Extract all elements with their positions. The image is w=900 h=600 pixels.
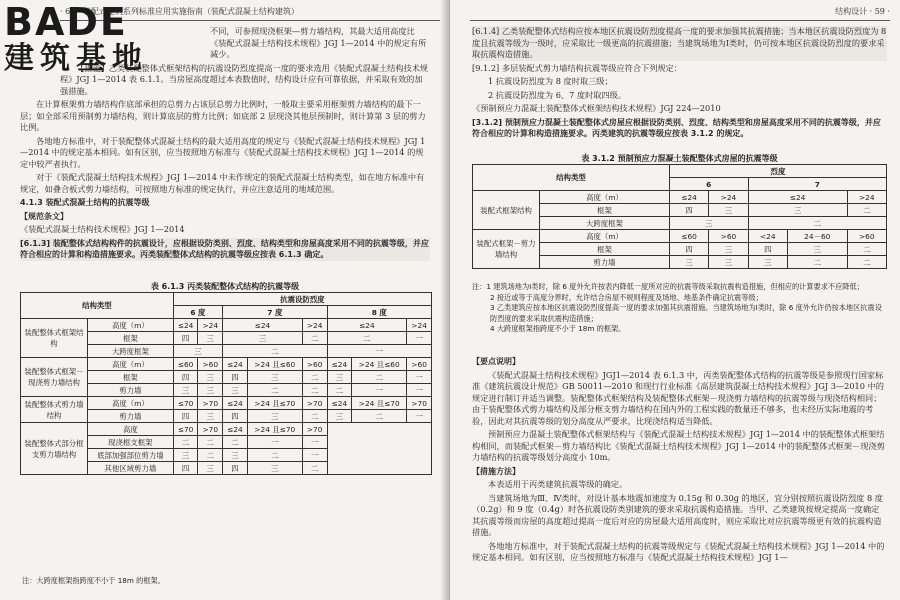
spec-source-2: 《预制预应力混凝土装配整体式框架结构技术规程》JGJ 224—2010: [472, 103, 721, 113]
cell: <24: [748, 230, 787, 243]
row-label: 剪力墙: [88, 384, 174, 397]
row-label: 底部加强部位剪力墙: [88, 449, 174, 462]
row-group: 装配整体式框架结构: [21, 319, 88, 358]
cell: 四: [223, 371, 248, 384]
clause-9-1-2: [9.1.2] 多层装配式剪力墙结构抗震等级应符合下列规定：: [472, 62, 682, 73]
cell: >24 且≤70: [352, 397, 407, 410]
measure-paragraph-1: 本表适用于丙类建筑抗震等级的确定。: [488, 479, 628, 489]
row-label: 高度（m）: [88, 358, 174, 371]
cell: 二: [247, 384, 302, 397]
cell: >24: [709, 191, 748, 204]
cell: 二: [302, 462, 327, 475]
table-head-structure: 结构类型: [21, 293, 174, 319]
right-body-bottom: [472, 356, 887, 566]
cell: 二: [198, 436, 223, 449]
right-page: [450, 0, 900, 600]
cell: 一: [302, 449, 327, 462]
cell: 三: [748, 256, 787, 269]
clause-3-1-2: [3.1.2] 预制预应力混凝土装配整体式房屋应根据设防类别、烈度、结构类型和房屋高度采用不同的抗震等级，并应符合相应的计算和构造措施要求。丙类建筑的抗震等级应按表 3.1.2 的规定。: [472, 117, 881, 138]
cell: 三: [247, 410, 302, 423]
table-row: [21, 397, 432, 410]
cell: >60: [302, 358, 327, 371]
cell: 三: [223, 332, 303, 345]
cell: ≤24: [223, 358, 248, 371]
cell: >24: [847, 191, 886, 204]
cell: 三: [173, 384, 198, 397]
cell: 四: [173, 410, 198, 423]
right-header-text: 结构设计 · 59 ·: [835, 7, 890, 16]
cell: 四: [223, 462, 248, 475]
cell: ≤70: [173, 397, 198, 410]
cell: 二: [847, 256, 886, 269]
spec-title: 【规范条文】: [20, 211, 68, 221]
cell: 三: [223, 384, 248, 397]
cell: ≤24: [748, 191, 847, 204]
table-row: [473, 230, 887, 243]
cell: >60: [847, 230, 886, 243]
cell: ≤24: [327, 319, 407, 332]
cell: 三: [327, 410, 352, 423]
cell: ≤24: [223, 423, 248, 436]
table-head-structure: 结构类型: [473, 165, 670, 191]
cell: 二: [787, 256, 847, 269]
right-seismic-table: [472, 164, 887, 269]
table-head-7: 7: [748, 178, 886, 191]
cell: 三: [327, 371, 352, 384]
row-group: 装配式框架结构: [473, 191, 540, 230]
cell: >24 且≤60: [352, 358, 407, 371]
table-row: [473, 191, 887, 204]
cell: 二: [302, 332, 327, 345]
explain-title: 【要点说明】: [472, 357, 520, 366]
empty-cell: [327, 423, 431, 475]
row-group: 装配整体式剪力墙结构: [21, 397, 88, 423]
row-label: 其他区域剪力墙: [88, 462, 174, 475]
explain-paragraph-1: 《装配式混凝土结构技术规程》JGJ1—2014 表 6.1.3 中，丙类装配整体式结构的抗震等级是参照现行国家标准《建筑抗震设计规范》GB 50011—2010 和现行行业标准《高层建筑混凝土结构技术规程》JGJ 3—2010 中的规定进行制订并适当调整。装配整体式框架结构及装配整体式框架－现浇剪力墙结构的抗震等级与现浇结构相同；由于装配整体式剪力墙结构及部分框支剪力墙结构在国内外的工程实践的数量还不够多，也未经历实际地震的考验，因此对其抗震等级的划分高度从严要求，比现浇结构适当降低。: [472, 369, 884, 426]
clause-item-2: 2 抗震设防烈度为 6、7 度时取四级。: [488, 89, 627, 100]
cell: ≤60: [173, 358, 198, 371]
cell: >70: [407, 397, 432, 410]
left-seismic-table: [20, 292, 432, 475]
cell: 一: [407, 384, 432, 397]
cell: 三: [223, 449, 248, 462]
cell: 三: [709, 256, 748, 269]
row-label: 现浇框支框架: [88, 436, 174, 449]
note-1: 注：1 建筑场地为Ⅰ类时，除 6 度外允许按表内降低一度所对应的抗震等级采取抗震构造措施，但相应的计算要求不应降低；: [472, 282, 864, 291]
cell: 三: [173, 345, 222, 358]
cell: ≤24: [327, 397, 352, 410]
right-body-top: [472, 26, 887, 142]
cell: ≤24: [669, 191, 708, 204]
cell: 一: [247, 436, 302, 449]
cell: 三: [198, 384, 223, 397]
clause-item-1: 1 抗震设防烈度为 8 度时取三级；: [488, 76, 613, 86]
intro-paragraph-3: 在计算框架剪力墙结构作底部承担的总剪力占该层总剪力比例时，一般取主要采用框架剪力墙结构的最下一层；如全部采用预制剪力墙结构，则计算底层的剪力比例；如底部 2 层现浇其他层预制时，则计算第 3 层的剪力比例。: [20, 99, 426, 132]
table-head-7: 7 度: [223, 306, 327, 319]
clause-6-1-4: [6.1.4] 乙类装配整体式结构应按本地区抗震设防烈度提高一度的要求加强其抗震措施；当本地区抗震设防烈度为 8 度且抗震等级为一级时，应采取比一级更高的抗震措施；当建筑场地为Ⅰ类时，仍可按本地区抗震设防烈度的要求采取抗震构造措施。: [472, 26, 887, 59]
row-label: 剪力墙: [540, 256, 670, 269]
table-head-intensity: 烈度: [669, 165, 886, 178]
intro-paragraph-2: 【措施】乙类装配整体式框架结构的抗震设防烈度提高一度的要求选用《装配式混凝土结构技术规程》JGJ 1—2014 表 6.1.1。当房屋高度超过本表数值时，结构设计应有可靠依据，并采取有效的加强措施。: [60, 62, 429, 96]
cell: 一: [407, 371, 432, 384]
row-label: 高度（m）: [540, 191, 670, 204]
cell: 二: [173, 436, 198, 449]
table-row: [21, 319, 432, 332]
row-label: 框架: [88, 332, 174, 345]
table-head-6: 6 度: [173, 306, 222, 319]
row-group: 装配整体式框架－现浇剪力墙结构: [21, 358, 88, 397]
cell: 三: [198, 410, 223, 423]
cell: 三: [669, 256, 708, 269]
cell: 二: [223, 436, 248, 449]
cell: 三: [198, 332, 223, 345]
logo-cn: 建筑基地: [4, 41, 148, 76]
right-page-header: [470, 6, 890, 17]
cell: 三: [787, 243, 847, 256]
cell: 四: [173, 462, 198, 475]
cell: 三: [247, 462, 302, 475]
note-3: 3 乙类建筑应按本地区抗震设防烈度提高一度的要求加强其抗震措施。当建筑场地为Ⅰ类时，除 6 度外允许仍按本地区抗震设防烈度的要求采取抗震构造措施；: [490, 303, 882, 323]
cell: 二: [223, 345, 327, 358]
cell: 三: [173, 449, 198, 462]
spec-source: 《装配式混凝土结构技术规程》JGJ 1—2014: [20, 224, 185, 234]
cell: 四: [748, 243, 787, 256]
cell: >70: [302, 397, 327, 410]
cell: 一: [302, 436, 327, 449]
cell: 三: [709, 204, 748, 217]
left-body-text: [20, 26, 430, 263]
row-label: 大跨度框架: [540, 217, 670, 230]
cell: >24 且≤70: [247, 397, 302, 410]
cell: >60: [709, 230, 748, 243]
cell: 二: [352, 410, 407, 423]
cell: ≤24: [223, 397, 248, 410]
cell: 二: [352, 371, 407, 384]
cell: ≤24: [173, 319, 198, 332]
row-label: 剪力墙: [88, 410, 174, 423]
cell: ≤60: [669, 230, 708, 243]
cell: 二: [327, 384, 352, 397]
table-head-8: 8 度: [327, 306, 431, 319]
explain-paragraph-2: 预制预应力混凝土装配整体式框架结构与《装配式混凝土结构技术规程》JGJ 1—2014 中的装配整体式框架结构相同，而装配式框架－剪力墙结构比《装配式混凝土结构技术规程》JGJ 1—2014 中的装配整体式框架－现浇剪力墙结构的抗震等级划分高度小 10m。: [472, 429, 885, 462]
row-label: 大跨度框架: [88, 345, 174, 358]
row-label: 框架: [540, 204, 670, 217]
table-head-intensity: 抗震设防烈度: [173, 293, 431, 306]
row-label: 高度（m）: [88, 319, 174, 332]
cell: 二: [748, 217, 886, 230]
cell: ≤70: [173, 423, 198, 436]
table-row: [21, 423, 432, 436]
cell: 二: [302, 410, 327, 423]
left-table-caption: 表 6.1.3 丙类装配整体式结构的抗震等级: [150, 282, 300, 291]
cell: >24: [198, 319, 223, 332]
cell: >24 且≤60: [247, 358, 302, 371]
cell: 二: [198, 449, 223, 462]
section-title: 4.1.3 装配式混凝土结构的抗震等级: [20, 198, 150, 207]
cell: >24: [302, 319, 327, 332]
cell: 一: [352, 384, 407, 397]
cell: >70: [302, 423, 327, 436]
cell: 二: [327, 332, 407, 345]
cell: >24 且≤70: [247, 423, 302, 436]
intro-paragraph-1: 不同，可参照现浇框架—剪力墙结构，其最大适用高度比《装配式混凝土结构技术规程》JGJ 1—2014 中的规定有所减少。: [210, 26, 427, 59]
row-label: 框架: [540, 243, 670, 256]
cell: >70: [198, 397, 223, 410]
measure-paragraph-3: 各地地方标准中，对于装配式混凝土结构的抗震等级规定与《装配式混凝土结构技术规程》JGJ 1—2014 中的规定基本相同。如有区别，应当按照地方标准与《装配式混凝土结构技术规程》JGJ 1—: [472, 540, 885, 562]
left-table-note: 注：大跨度框架指跨度不小于 18m 的框架。: [22, 576, 165, 585]
row-label: 高度（m）: [540, 230, 670, 243]
intro-paragraph-5: 对于《装配式混凝土结构技术规程》JGJ 1—2014 中未作规定的装配式混凝土结构类型，如在地方标准中有规定，如叠合板式剪力墙结构，可按照地方标准的规定执行，并应注意适用的地域范围。: [20, 172, 425, 194]
measure-paragraph-2: 当建筑场地为Ⅲ、Ⅳ类时，对设计基本地震加速度为 0.15g 和 0.30g 的地区，宜分别按照抗震设防烈度 8 度（0.2g）和 9 度（0.4g）时各抗震设防类别建筑的要求采取抗震构造措施。当甲、乙类建筑按规定提高一度确定其抗震等级而房屋的高度超过提高一度后对应的房屋最大适用高度时，则应采取比对应抗震等级更有效的抗震构造措施。: [472, 492, 883, 537]
logo-en: BADE: [4, 0, 128, 44]
header-rule: [470, 20, 890, 21]
row-group: 装配式框架－剪力墙结构: [473, 230, 540, 269]
right-table-caption: 表 3.1.2 预制预应力混凝土装配整体式房屋的抗震等级: [581, 154, 778, 163]
cell: 二: [847, 243, 886, 256]
cell: 三: [198, 462, 223, 475]
measure-title: 【措施方法】: [472, 466, 520, 476]
row-label: 高度（m）: [88, 397, 174, 410]
spec-text: [6.1.3] 装配整体式结构构件的抗震设计，应根据设防类别、烈度、结构类型和房屋高度采用不同的抗震等级，并应符合相应的计算和构造措施要求。丙类装配整体式结构的抗震等级应按表 6.1.3 确定。: [20, 238, 429, 259]
cell: 二: [247, 449, 302, 462]
cell: ≤24: [223, 319, 303, 332]
cell: >60: [198, 358, 223, 371]
note-2: 2 接近或等于高度分界时，允许结合房屋不规则程度及场地、地基条件确定抗震等级；: [490, 292, 763, 302]
row-label: 高度: [88, 423, 174, 436]
cell: 24－60: [787, 230, 847, 243]
cell: 二: [302, 371, 327, 384]
cell: 三: [709, 243, 748, 256]
table-head-6: 6: [669, 178, 748, 191]
cell: 四: [173, 332, 198, 345]
intro-paragraph-4: 各地地方标准中，对于装配整体式混凝土结构的最大适用高度的规定与《装配式混凝土结构技术规程》JGJ 1—2014 中的规定基本相同。如有区别，应当按照地方标准与《装配式混凝土结构技术规程》JGJ 1—2014 的规定中较严者执行。: [20, 135, 426, 169]
cell: 三: [247, 371, 302, 384]
cell: 三: [198, 371, 223, 384]
cell: 二: [847, 204, 886, 217]
cell: 四: [669, 243, 708, 256]
cell: >60: [407, 358, 432, 371]
cell: 一: [407, 332, 432, 345]
cell: 一: [327, 345, 431, 358]
row-group: 装配整体式部分框支剪力墙结构: [21, 423, 88, 475]
cell: 四: [669, 204, 708, 217]
cell: 三: [669, 217, 748, 230]
cell: >24: [407, 319, 432, 332]
right-table-notes: [472, 282, 887, 335]
cell: 一: [407, 410, 432, 423]
note-4: 4 大跨度框架指跨度不小于 18m 的框架。: [490, 324, 626, 333]
row-label: 框架: [88, 371, 174, 384]
cell: 四: [173, 371, 198, 384]
cell: 三: [748, 204, 847, 217]
table-row: [21, 358, 432, 371]
cell: ≤24: [327, 358, 352, 371]
cell: 二: [302, 384, 327, 397]
cell: >70: [198, 423, 223, 436]
cell: 四: [223, 410, 248, 423]
left-header-text: · 64 · 装配式建筑系列标准应用实施指南（装配式混凝土结构建筑）: [60, 7, 299, 16]
